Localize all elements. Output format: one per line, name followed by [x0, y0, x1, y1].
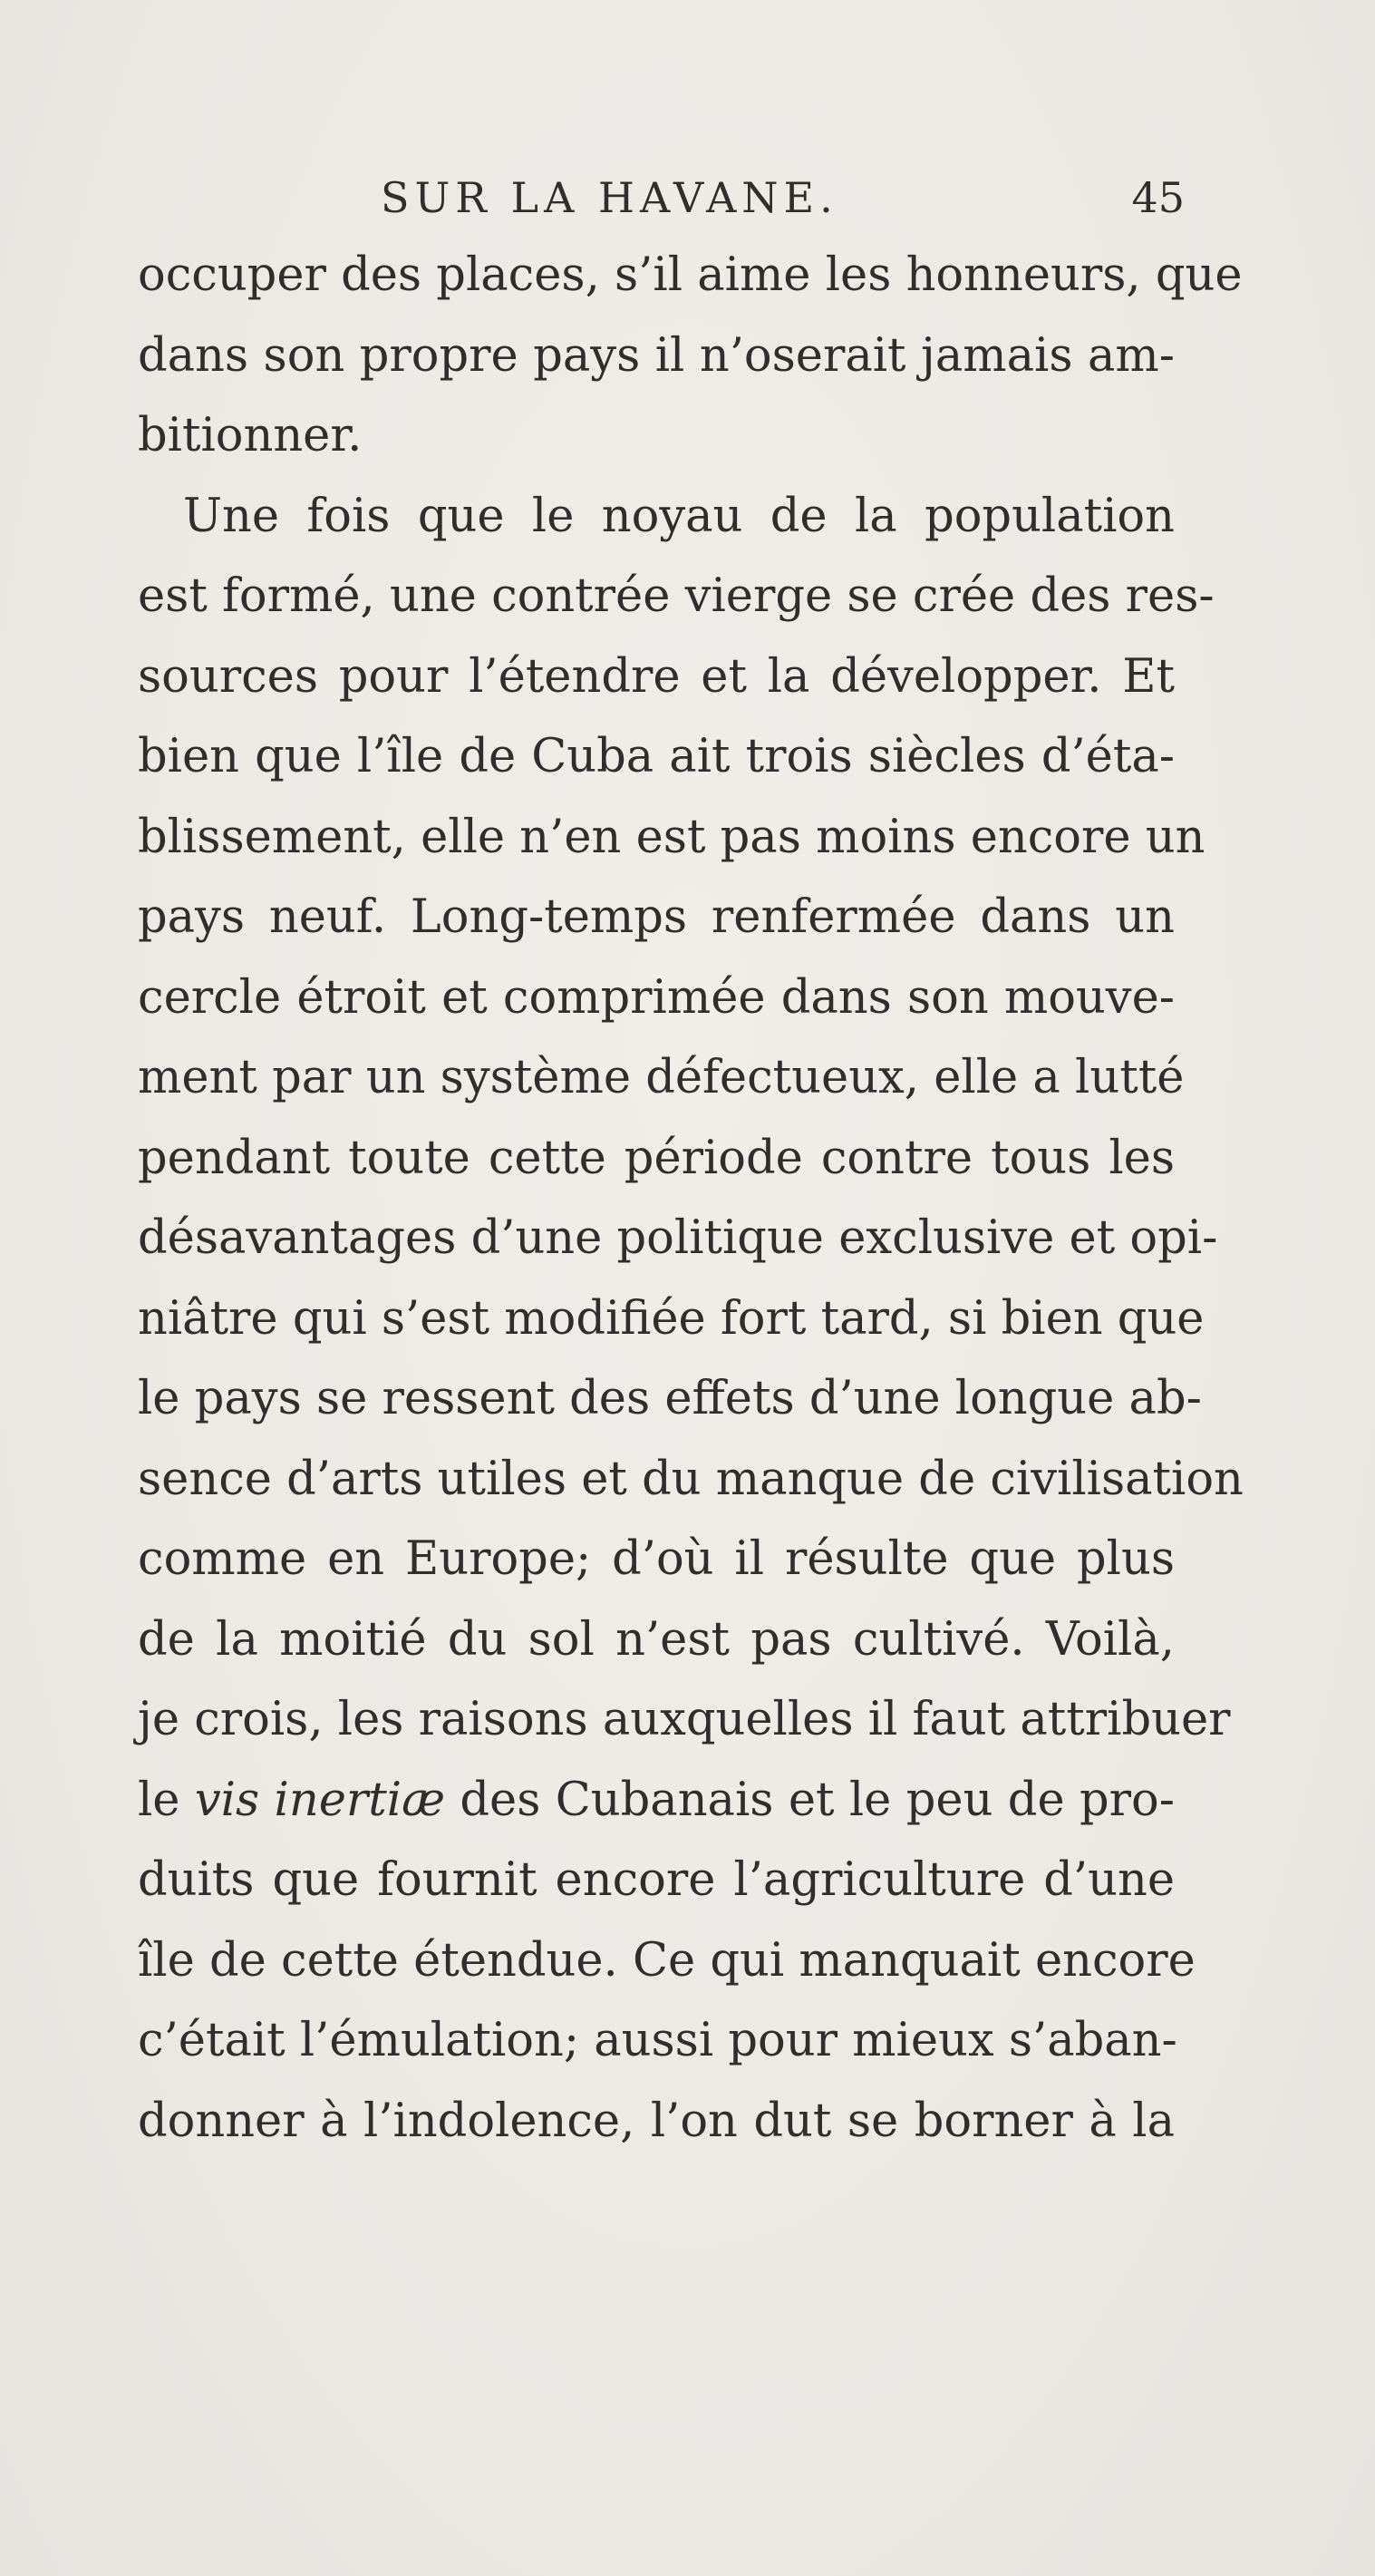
text-line-with-italic [138, 1761, 1175, 1842]
text-line: dans son propre pays il n’oserait jamais am- [138, 328, 1175, 383]
text-line: pays neuf. Long-temps renfermée dans un [138, 890, 1175, 944]
text-line: île de cette étendue. Ce qui manquait encore [138, 1933, 1196, 1988]
text-line: sence d’arts utiles et du manque de civilisation [138, 1452, 1244, 1506]
text-line: duits que fournit encore l’agriculture d’une [138, 1853, 1175, 1907]
text-line: sources pour l’étendre et la développer. Et [138, 649, 1175, 704]
text-segment: des Cubanais et le peu de pro- [445, 1773, 1175, 1827]
text-line: comme en Europe; d’où il résulte que plus [138, 1532, 1175, 1586]
text-line: je crois, les raisons auxquelles il faut attribuer [138, 1693, 1231, 1746]
text-line: cercle étroit et comprimée dans son mouve- [138, 970, 1175, 1025]
italic-latin-phrase: vis inertiæ [194, 1773, 446, 1827]
running-title: SUR LA HAVANE. [381, 173, 838, 222]
text-line: c’était l’émulation; aussi pour mieux s’aban- [138, 2014, 1177, 2067]
text-line: donner à l’indolence, l’on dut se borner à la [138, 2094, 1175, 2148]
page-header [0, 170, 1375, 225]
text-line: ment par un système défectueux, elle a lutté [138, 1051, 1185, 1104]
text-line: de la moitié du sol n’est pas cultivé. Voilà, [138, 1612, 1175, 1667]
text-line: occuper des places, s’il aime les honneurs, que [138, 248, 1243, 302]
text-line: niâtre qui s’est modifiée fort tard, si bien que [138, 1291, 1205, 1346]
text-line: désavantages d’une politique exclusive et opi- [138, 1211, 1218, 1265]
text-line: est formé, une contrée vierge se crée des res- [138, 569, 1215, 623]
text-line: blissement, elle n’en est pas moins encore un [138, 810, 1206, 864]
text-line: bien que l’île de Cuba ait trois siècles d’éta- [138, 730, 1175, 783]
text-line: Une fois que le noyau de la population [183, 489, 1175, 543]
body-text [138, 236, 1244, 2162]
text-line: bitionner. [138, 409, 363, 462]
text-line: le pays se ressent des effets d’une longue ab- [138, 1372, 1202, 1425]
text-segment: le [138, 1773, 195, 1827]
text-line: pendant toute cette période contre tous les [138, 1131, 1175, 1185]
page-number: 45 [1131, 173, 1185, 222]
